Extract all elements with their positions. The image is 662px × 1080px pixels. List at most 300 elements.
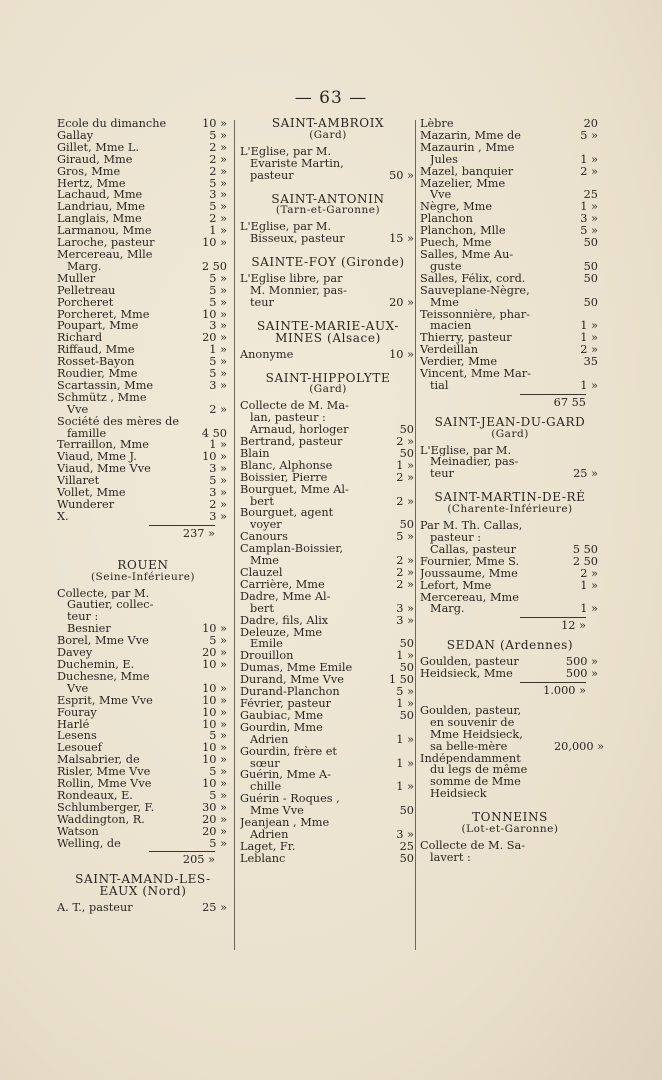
entry-amount: 2 »: [396, 577, 414, 591]
entry-amount: 50: [583, 236, 598, 250]
list-item: [57, 511, 229, 523]
entry-amount: 5 »: [209, 634, 227, 648]
entry-name: Bertrand, pasteur: [240, 436, 343, 448]
entry-name: Marg.: [67, 260, 102, 273]
section-title-saint-martin: SAINT-MARTIN-DE-RÉ: [434, 490, 586, 505]
entry-amount: [554, 717, 600, 729]
entry-name: voyer: [250, 519, 282, 532]
list-item: [420, 261, 600, 273]
list-item: [420, 788, 600, 800]
entry-name: Jules: [430, 153, 458, 166]
entry-name: Clauzel: [240, 567, 283, 579]
entry-amount: [554, 445, 600, 457]
entry-amount: 5 »: [209, 474, 227, 488]
entry-name: Larmanou, Mme: [57, 225, 152, 238]
list-item: [420, 852, 600, 864]
entry-amount: 2 50: [572, 554, 598, 568]
list-item: [57, 814, 229, 826]
entry-name: Lefort, Mme: [420, 579, 492, 592]
entry-name: Vve: [67, 403, 89, 416]
entry-name: M. Monnier, pas-: [250, 284, 347, 297]
list-item: [420, 320, 600, 332]
list-item: [240, 603, 416, 615]
entry-amount: 10 »: [202, 705, 227, 719]
list-item: [57, 154, 229, 166]
entry-name: L'Eglise, par M.: [240, 221, 332, 234]
entry-amount: 20 »: [202, 824, 227, 838]
list-item: [420, 344, 600, 356]
list-item: [240, 400, 416, 412]
entry-amount: 10 »: [202, 693, 227, 707]
entry-amount: 3 »: [209, 509, 227, 523]
entry-name: Planchon, Mlle: [420, 225, 506, 238]
entry-amount: 10 »: [202, 307, 227, 321]
entry-name: Mazel, banquier: [420, 165, 514, 178]
list-item: [420, 468, 600, 480]
entry-amount: 5 »: [209, 729, 227, 743]
entry-name: Rondeaux, E.: [57, 789, 133, 802]
list-item: [420, 178, 600, 190]
entry-name: Davey: [57, 647, 93, 659]
section-subtitle-saint-martin: (Charente-Inférieure): [447, 503, 573, 516]
list-item: [57, 671, 229, 683]
section-subtitle-saint-antonin: (Tarn-et-Garonne): [275, 204, 381, 217]
subtotal-col3: 67 55: [420, 394, 600, 409]
entry-name: Fournier, Mme S.: [420, 555, 520, 568]
entry-amount: 1 »: [396, 780, 414, 794]
list-item: [57, 463, 229, 475]
entry-amount: 10 »: [202, 622, 227, 636]
list-item: [240, 686, 416, 698]
list-item: [240, 853, 416, 865]
entry-name: somme de Mme: [430, 776, 521, 789]
entry-amount: 10 »: [202, 681, 227, 695]
section-title-saint-amand: SAINT-AMAND-LES-: [75, 872, 211, 887]
entry-amount: 1 »: [580, 578, 598, 592]
entry-name: en souvenir de: [430, 716, 515, 729]
entry-amount: 2 »: [209, 498, 227, 511]
entry-amount: 20 »: [202, 646, 227, 660]
list-item: [240, 158, 416, 170]
list-item: [57, 451, 229, 463]
entry-name: Harlé: [57, 718, 90, 731]
list-item: [420, 332, 600, 344]
entry-amount: 3 »: [396, 827, 414, 841]
entry-amount: 2 »: [209, 164, 227, 178]
entry-name: L'Eglise libre, par: [240, 273, 343, 285]
entry-name: Heidsieck, Mme: [420, 668, 513, 680]
list-item: [57, 285, 229, 297]
list-item: [57, 416, 229, 428]
entry-amount: 5 »: [209, 295, 227, 309]
entry-amount: [554, 729, 600, 741]
entry-name: Villaret: [57, 475, 100, 488]
entry-name: Joussaume, Mme: [420, 567, 518, 580]
entry-amount: [370, 746, 416, 758]
entry-name: Lesouef: [57, 742, 102, 755]
list-saint-martin: [420, 520, 600, 615]
entry-amount: [370, 591, 416, 603]
entry-amount: 500 »: [565, 655, 598, 669]
entry-amount: 5 »: [209, 271, 227, 285]
entry-amount: [370, 722, 416, 734]
list-item: [420, 568, 600, 580]
list-item: [240, 627, 416, 639]
list-item: [420, 739, 605, 753]
entry-name: Durand, Mme Vve: [240, 674, 344, 687]
entry-name: Camplan-Boissier,: [240, 543, 344, 556]
list-item: [240, 698, 416, 710]
list-item: [240, 460, 416, 472]
entry-amount: 20 »: [389, 295, 414, 309]
list-item: [240, 555, 416, 567]
entry-amount: 25 »: [573, 467, 598, 481]
list-saint-ambroix: [240, 146, 416, 182]
entry-name: Collecte de M. Ma-: [240, 400, 349, 413]
entry-amount: 1 »: [396, 732, 414, 746]
entry-name: Drouillon: [240, 650, 294, 663]
entry-name: Leblanc: [240, 852, 286, 865]
list-item: [57, 118, 229, 130]
list-col1-entries: [57, 118, 229, 523]
entry-name: teur :: [67, 611, 99, 624]
entry-amount: 50: [399, 804, 414, 818]
list-item: [57, 166, 229, 178]
entry-amount: 50: [583, 259, 598, 273]
entry-name: tial: [430, 379, 449, 392]
list-item: [420, 580, 600, 592]
entry-name: bert: [250, 602, 274, 615]
entry-amount: 2 »: [396, 566, 414, 579]
list-item: [240, 781, 416, 793]
entry-name: bert: [250, 495, 274, 508]
entry-name: Poupart, Mme: [57, 320, 139, 333]
entry-name: Scartassin, Mme: [57, 379, 154, 392]
list-col3-entries: [420, 118, 600, 392]
list-item: [57, 623, 229, 635]
list-item: [57, 130, 229, 142]
entry-amount: 10 »: [202, 777, 227, 791]
entry-name: Sauveplane-Nègre,: [420, 284, 530, 297]
entry-amount: 3 »: [209, 188, 227, 202]
entry-amount: 50: [399, 661, 414, 675]
subtotal: 237 »: [57, 525, 229, 540]
section-title-saint-ambroix: SAINT-AMBROIX: [271, 116, 385, 130]
entry-amount: 1 »: [396, 756, 414, 770]
entry-amount: 1 50: [388, 673, 414, 687]
entry-name: Waddington, R.: [57, 813, 145, 826]
list-item: [57, 380, 229, 392]
entry-amount: [183, 671, 229, 683]
entry-name: Emile: [250, 638, 283, 651]
list-item: [420, 753, 600, 765]
entry-amount: 50: [399, 423, 414, 437]
list-item: [240, 841, 416, 853]
entry-amount: 2 »: [580, 566, 598, 580]
entry-amount: [554, 142, 600, 154]
entry-name: Par M. Th. Callas,: [420, 520, 523, 532]
entry-amount: 50: [399, 637, 414, 651]
entry-amount: 1 »: [209, 343, 227, 357]
list-item: [57, 392, 229, 404]
entry-name: Schlumberger, F.: [57, 801, 155, 814]
entry-name: pasteur :: [430, 532, 482, 544]
entry-name: Landriau, Mme: [57, 201, 145, 214]
entry-amount: 3 »: [396, 613, 414, 627]
list-item: [240, 297, 416, 309]
entry-name: Deleuze, Mme: [240, 626, 323, 639]
section-title-saint-jean: SAINT-JEAN-DU-GARD: [434, 414, 586, 429]
list-item: [240, 793, 416, 805]
entry-amount: 50: [399, 851, 414, 865]
column-1: [57, 118, 229, 914]
entry-name: Besnier: [67, 623, 111, 636]
list-item: [420, 717, 600, 729]
entry-name: Duchemin, E.: [57, 658, 135, 671]
list-item: [240, 146, 416, 158]
entry-amount: 10 »: [202, 753, 227, 767]
entry-name: Gaubiac, Mme: [240, 709, 324, 722]
entry-amount: 20 »: [202, 812, 227, 826]
entry-amount: [554, 520, 600, 532]
list-item: [420, 776, 600, 788]
entry-name: Watson: [57, 825, 99, 838]
entry-name: Lachaud, Mme: [57, 189, 143, 202]
entry-amount: [370, 273, 416, 285]
entry-amount: [370, 400, 416, 412]
list-item: [240, 436, 416, 448]
list-item: [240, 472, 416, 484]
entry-amount: 25: [399, 839, 414, 853]
entry-amount: 2 »: [580, 164, 598, 178]
entry-name: Teissonnière, phar-: [420, 308, 530, 321]
entry-name: Salles, Félix, cord.: [420, 272, 526, 285]
entry-amount: 50: [399, 446, 414, 460]
entry-name: A. T., pasteur: [57, 902, 133, 915]
list-item: [420, 166, 600, 178]
list-item: [240, 496, 416, 508]
entry-amount: [370, 158, 416, 170]
entry-name: Esprit, Mme Vve: [57, 694, 153, 707]
entry-name: pasteur: [250, 169, 294, 182]
entry-name: Boissier, Pierre: [240, 471, 328, 484]
list-sainte-marie: [240, 349, 416, 361]
entry-name: Rosset-Bayon: [57, 356, 135, 369]
list-item: [240, 758, 416, 770]
entry-name: Evariste Martin,: [250, 157, 344, 170]
entry-name: Verdeillan: [420, 344, 478, 357]
section-title-rouen: ROUEN: [117, 557, 169, 572]
list-item: [57, 802, 229, 814]
subtotal-saint-martin: 12 »: [420, 617, 600, 632]
entry-name: Mercereau, Mlle: [57, 248, 153, 261]
entry-name: Roudier, Mme: [57, 368, 138, 380]
list-item: [420, 729, 600, 741]
entry-amount: 2 »: [396, 435, 414, 449]
list-item: [420, 603, 600, 615]
entry-amount: 35: [583, 355, 598, 369]
list-item: [57, 754, 229, 766]
entry-name: Callas, pasteur: [430, 543, 516, 556]
section-subtitle-saint-hippolyte: (Gard): [309, 383, 347, 396]
entry-name: Gallay: [57, 129, 94, 142]
entry-amount: [554, 764, 600, 776]
entry-amount: [183, 588, 229, 600]
entry-name: Welling, de: [57, 837, 121, 850]
entry-amount: 5 »: [209, 176, 227, 190]
entry-name: famille: [67, 427, 107, 440]
list-item: [240, 507, 416, 519]
list-item: [240, 769, 416, 781]
entry-amount: 3 »: [209, 486, 227, 500]
entry-name: Giraud, Mme: [57, 153, 133, 166]
entry-name: Dadre, Mme Al-: [240, 590, 331, 603]
list-item: [420, 273, 600, 285]
list-item: [240, 412, 416, 424]
entry-name: sa belle-mère: [430, 740, 508, 753]
entry-amount: 10 »: [202, 450, 227, 464]
entry-name: guste: [430, 260, 462, 273]
list-item: [420, 249, 600, 261]
entry-amount: 5 »: [580, 224, 598, 238]
entry-amount: 5 »: [209, 836, 227, 850]
list-item: [420, 130, 600, 142]
entry-name: Carrière, Mme: [240, 578, 325, 591]
entry-name: Dadre, fils, Alix: [240, 614, 329, 627]
list-item: [57, 356, 229, 368]
entry-name: Mazaurin , Mme: [420, 141, 515, 154]
entry-name: Mme: [430, 296, 459, 309]
entry-name: Laroche, pasteur: [57, 237, 155, 249]
entry-amount: 4 50: [201, 426, 227, 440]
entry-name: L'Eglise, par M.: [420, 444, 512, 457]
list-item: [240, 233, 416, 245]
entry-amount: 1 »: [580, 602, 598, 616]
entry-amount: 5 »: [209, 200, 227, 214]
entry-amount: 20,000 »: [554, 739, 605, 753]
entry-amount: 5 50: [572, 542, 598, 556]
list-saint-jean: [420, 445, 600, 481]
list-item: [240, 579, 416, 591]
entry-name: Rollin, Mme Vve: [57, 778, 152, 790]
entry-name: Indépendamment: [420, 752, 521, 765]
entry-name: Lesens: [57, 730, 97, 743]
entry-amount: [370, 146, 416, 158]
entry-amount: [554, 705, 600, 717]
entry-name: Malsabrier, de: [57, 754, 140, 767]
entry-amount: 10 »: [389, 347, 414, 361]
entry-amount: 10 »: [202, 117, 227, 130]
list-item: [240, 519, 416, 531]
section-subtitle-saint-jean: (Gard): [491, 427, 529, 440]
entry-amount: 3 »: [580, 212, 598, 226]
section-title-sainte-foy: SAINTE-FOY (Gironde): [251, 255, 405, 270]
entry-amount: 1 »: [580, 200, 598, 214]
entry-name: Gourdin, frère et: [240, 745, 337, 758]
entry-name: Gros, Mme: [57, 165, 121, 178]
entry-name: Langlais, Mme: [57, 213, 142, 226]
entry-amount: 30 »: [202, 800, 227, 814]
entry-name: Fouray: [57, 706, 97, 719]
entry-name: Blanc, Alphonse: [240, 459, 333, 472]
entry-name: Viaud, Mme Vve: [57, 463, 151, 476]
entry-amount: 5 »: [209, 367, 227, 381]
entry-amount: [554, 788, 600, 800]
entry-name: Adrien: [250, 828, 289, 841]
entry-amount: 5 »: [209, 283, 227, 297]
list-rouen: [57, 588, 229, 850]
list-item: [240, 674, 416, 686]
entry-amount: 5 »: [580, 128, 598, 142]
entry-amount: 5 »: [209, 765, 227, 779]
entry-name: Laget, Fr.: [240, 840, 296, 853]
entry-amount: 5 »: [209, 355, 227, 369]
entry-name: Canours: [240, 531, 288, 544]
entry-name: Gillet, Mme L.: [57, 141, 139, 154]
entry-name: lavert :: [430, 851, 471, 864]
list-item: [420, 668, 600, 680]
list-item: [420, 118, 600, 130]
list-item: [420, 764, 600, 776]
list-item: [57, 719, 229, 731]
list-item: [57, 487, 229, 499]
list-item: [57, 683, 229, 695]
entry-name: Porcheret: [57, 296, 114, 309]
entry-name: Mercereau, Mme: [420, 591, 519, 604]
entry-name: Durand-Planchon: [240, 686, 340, 698]
entry-name: Salles, Mme Au-: [420, 248, 514, 261]
list-item: [420, 592, 600, 604]
list-item: [240, 710, 416, 722]
entry-name: Arnaud, horloger: [250, 424, 349, 437]
entry-name: Borel, Mme Vve: [57, 635, 149, 648]
section-subtitle-rouen: (Seine-Inférieure): [90, 570, 196, 583]
entry-name: Bourguet, Mme Al-: [240, 483, 349, 496]
list-item: [420, 520, 600, 532]
list-item: [420, 142, 600, 154]
list-item: [420, 201, 600, 213]
list-saint-hippolyte: [240, 400, 416, 864]
entry-amount: [554, 753, 600, 765]
list-item: [57, 273, 229, 285]
entry-amount: 1 »: [396, 696, 414, 710]
list-item: [57, 599, 229, 611]
entry-name: Thierry, pasteur: [420, 332, 512, 345]
list-item: [240, 650, 416, 662]
list-item: [240, 170, 416, 182]
list-item: [57, 404, 229, 416]
entry-name: Wunderer: [57, 499, 115, 511]
list-item: [57, 237, 229, 249]
entry-amount: 2 »: [209, 140, 227, 154]
list-item: [57, 309, 229, 321]
list-item: [57, 297, 229, 309]
entry-name: Bourguet, agent: [240, 507, 334, 520]
list-item: [240, 805, 416, 817]
entry-amount: 1 »: [396, 649, 414, 663]
entry-amount: 50: [583, 295, 598, 309]
entry-amount: 2 »: [396, 494, 414, 508]
subtotal-rouen: 205 »: [57, 851, 229, 866]
entry-name: Heidsieck: [430, 788, 487, 801]
entry-name: Meinadier, pas-: [430, 456, 519, 469]
entry-amount: 10 »: [202, 741, 227, 755]
entry-name: Vve: [67, 682, 89, 695]
entry-name: Goulden, pasteur,: [420, 704, 522, 717]
entry-amount: [554, 852, 600, 864]
section-title-sainte-marie: SAINTE-MARIE-AUX-: [256, 318, 400, 333]
entry-amount: 2 50: [201, 259, 227, 273]
